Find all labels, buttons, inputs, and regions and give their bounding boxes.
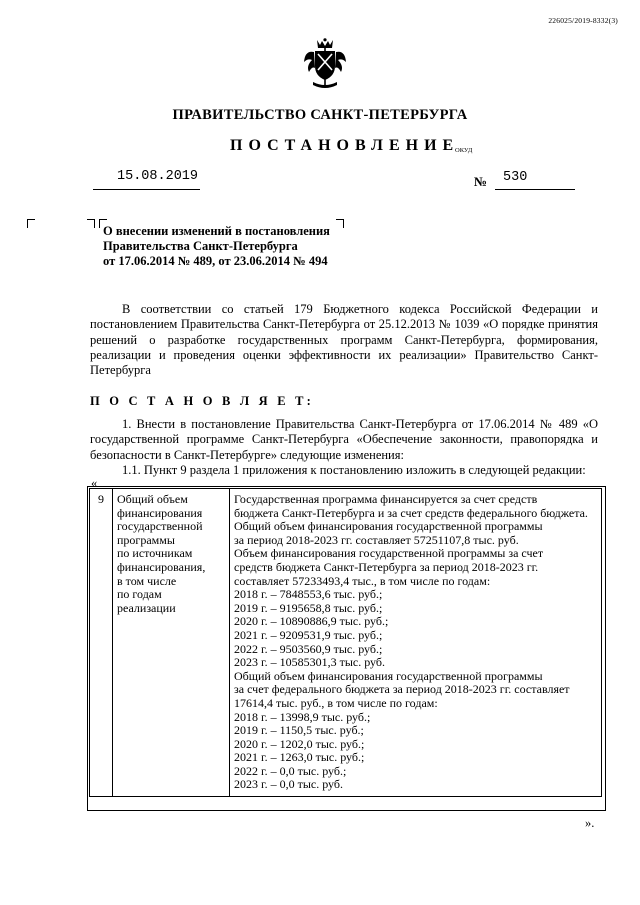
content-line: 17614,4 тыс. руб., в том числе по годам: [234, 695, 438, 710]
coat-of-arms-icon [303, 38, 347, 90]
content-line: 2023 г. – 10585301,3 тыс. руб. [234, 655, 385, 670]
preamble-paragraph: В соответствии со статьей 179 Бюджетного кодекса Российской Федерации и постановлением Правительства Санкт-Петербурга от 25.12.2013 № 1039 «О порядке принятия решений о разработке государственных программ Санкт-Петербурга, формирования, реализации и проведения оценки эффективности их реализации» Правительство Санкт-Петербурга [90, 302, 598, 378]
label-line: Общий объем [117, 492, 188, 506]
content-line: Объем финансирования государственной программы за счет [234, 546, 544, 561]
date-underline [93, 189, 200, 190]
amendment-table [89, 488, 602, 797]
label-line: по годам [117, 587, 162, 602]
resolves-heading: П О С Т А Н О В Л Я Е Т: [90, 394, 314, 408]
label-line: в том числе [117, 573, 177, 588]
content-line: Общий объем финансирования государственной программы [234, 519, 543, 534]
subject-line: Правительства Санкт-Петербурга [103, 239, 298, 253]
decree-number: 530 [503, 170, 528, 185]
subject-line: О внесении изменений в постановления [103, 224, 330, 238]
content-line: за счет федерального бюджета за период 2018-2023 гг. составляет [234, 682, 570, 697]
row-number: 9 [90, 489, 113, 797]
number-label: № [474, 174, 488, 189]
item-1-1: 1.1. Пункт 9 раздела 1 приложения к постановлению изложить в следующей редакции: [122, 462, 586, 477]
document-id: 226025/2019-8332(3) [548, 16, 618, 25]
content-line: 2022 г. – 9503560,9 тыс. руб.; [234, 641, 383, 656]
content-line: 2023 г. – 0,0 тыс. руб. [234, 777, 343, 792]
content-line: 2018 г. – 7848553,6 тыс. руб.; [234, 587, 383, 602]
content-line: 2021 г. – 9209531,9 тыс. руб.; [234, 627, 383, 642]
content-line: 2019 г. – 9195658,8 тыс. руб.; [234, 600, 383, 615]
decree-date: 15.08.2019 [117, 169, 199, 184]
label-line: реализации [117, 600, 176, 615]
row-content [230, 489, 602, 797]
margin-corner-mark [87, 219, 95, 228]
government-name: ПРАВИТЕЛЬСТВО САНКТ-ПЕТЕРБУРГА [172, 107, 468, 123]
content-line: 2019 г. – 1150,5 тыс. руб.; [234, 723, 364, 738]
label-line: по источникам [117, 546, 193, 561]
subject-line: от 17.06.2014 № 489, от 23.06.2014 № 494 [103, 254, 328, 268]
number-underline [495, 189, 575, 190]
margin-corner-mark [336, 219, 344, 228]
label-line: государственной [117, 519, 203, 534]
okud-label: ОКУД [455, 147, 473, 154]
label-line: программы [117, 532, 175, 547]
content-line: 2022 г. – 0,0 тыс. руб.; [234, 763, 347, 778]
decree-subject [103, 224, 330, 269]
opening-quote: « [91, 476, 98, 490]
content-line: Общий объем финансирования государственной программы [234, 668, 543, 683]
content-line: 2020 г. – 1202,0 тыс. руб.; [234, 736, 365, 751]
content-line: Государственная программа финансируется за счет средств [234, 492, 538, 506]
content-line: за период 2018-2023 гг. составляет 57251107,8 тыс. руб. [234, 532, 519, 547]
label-line: финансирования, [117, 559, 206, 574]
content-line: 2021 г. – 1263,0 тыс. руб.; [234, 750, 365, 765]
label-line: финансирования [117, 505, 203, 520]
closing-quote: ». [585, 816, 595, 830]
content-line: 2018 г. – 13998,9 тыс. руб.; [234, 709, 371, 724]
content-line: 2020 г. – 10890886,9 тыс. руб.; [234, 614, 389, 629]
table-row [90, 489, 602, 797]
content-line: составляет 57233493,4 тыс., в том числе по годам: [234, 573, 491, 588]
decree-title: ПОСТАНОВЛЕНИЕ [230, 137, 460, 154]
content-line: бюджета Санкт-Петербурга и за счет средств федерального бюджета. [234, 505, 588, 520]
content-line: средств бюджета Санкт-Петербурга за период 2018-2023 гг. [234, 559, 539, 574]
margin-corner-mark [27, 219, 35, 228]
item-1: 1. Внести в постановление Правительства Санкт-Петербурга от 17.06.2014 № 489 «О государственной программе Санкт-Петербурга «Обеспечение законности, правопорядка и безопасности в Санкт-Петербурге» следующие изменения: [90, 417, 598, 462]
row-label [113, 489, 230, 797]
decree-items [90, 417, 598, 478]
